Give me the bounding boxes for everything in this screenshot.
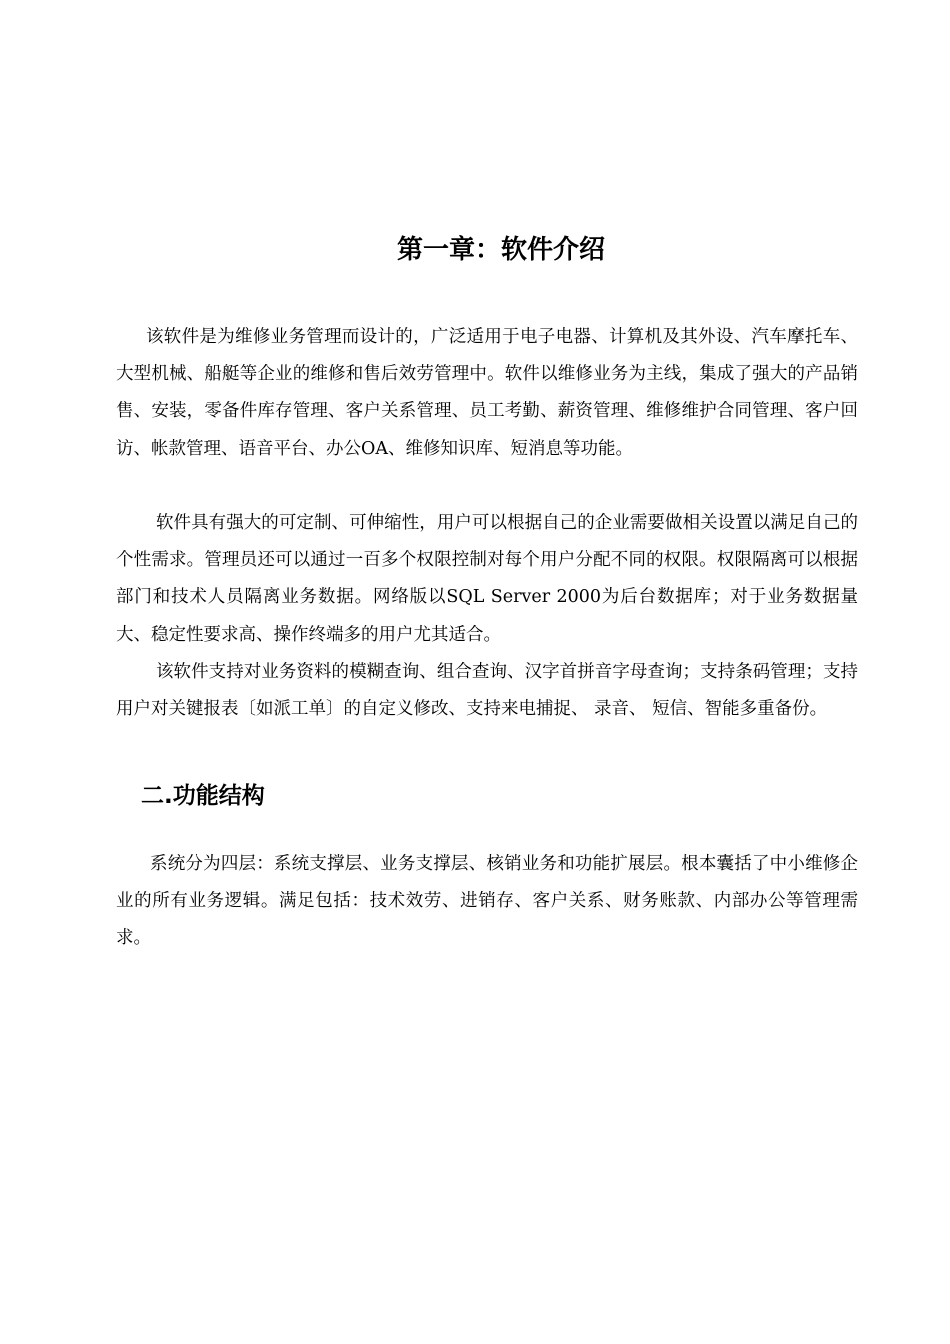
chapter-title: 第一章：软件介绍 <box>396 235 605 265</box>
intro-paragraph-2: 软件具有强大的可定制、可伸缩性，用户可以根据自己的企业需要做相关设置以满足自己的个性需求。管理员还可以通过一百多个权限控制对每个用户分配不同的权限。权限隔离可以根据部门和技术人员隔离业务数据。网络版以SQL Server 2000为后台数据库；对于业务数据量大、稳定性要求高、操作终端多的用户尤其适合。 <box>116 513 858 645</box>
intro-paragraph-3: 该软件支持对业务资料的模糊查询、组合查询、汉字首拼音字母查询；支持条码管理；支持用户对关键报表〔如派工单〕的自定义修改、支持来电捕捉、 录音、 短信、智能多重备份。 <box>116 662 858 720</box>
intro-paragraph-1: 该软件是为维修业务管理而设计的，广泛适用于电子电器、计算机及其外设、汽车摩托车、大型机械、船艇等企业的维修和售后效劳管理中。软件以维修业务为主线，集成了强大的产品销售、安装，零备件库存管理、客户关系管理、员工考勤、薪资管理、维修维护合同管理、客户回访、帐款管理、语音平台、办公OA、维修知识库、短消息等功能。 <box>116 327 858 459</box>
function-structure-paragraph: 系统分为四层：系统支撑层、业务支撑层、核销业务和功能扩展层。根本囊括了中小维修企业的所有业务逻辑。满足包括：技术效劳、进销存、客户关系、财务账款、内部办公等管理需求。 <box>116 854 858 949</box>
section-title-function-structure: 二.功能结构 <box>141 783 265 809</box>
